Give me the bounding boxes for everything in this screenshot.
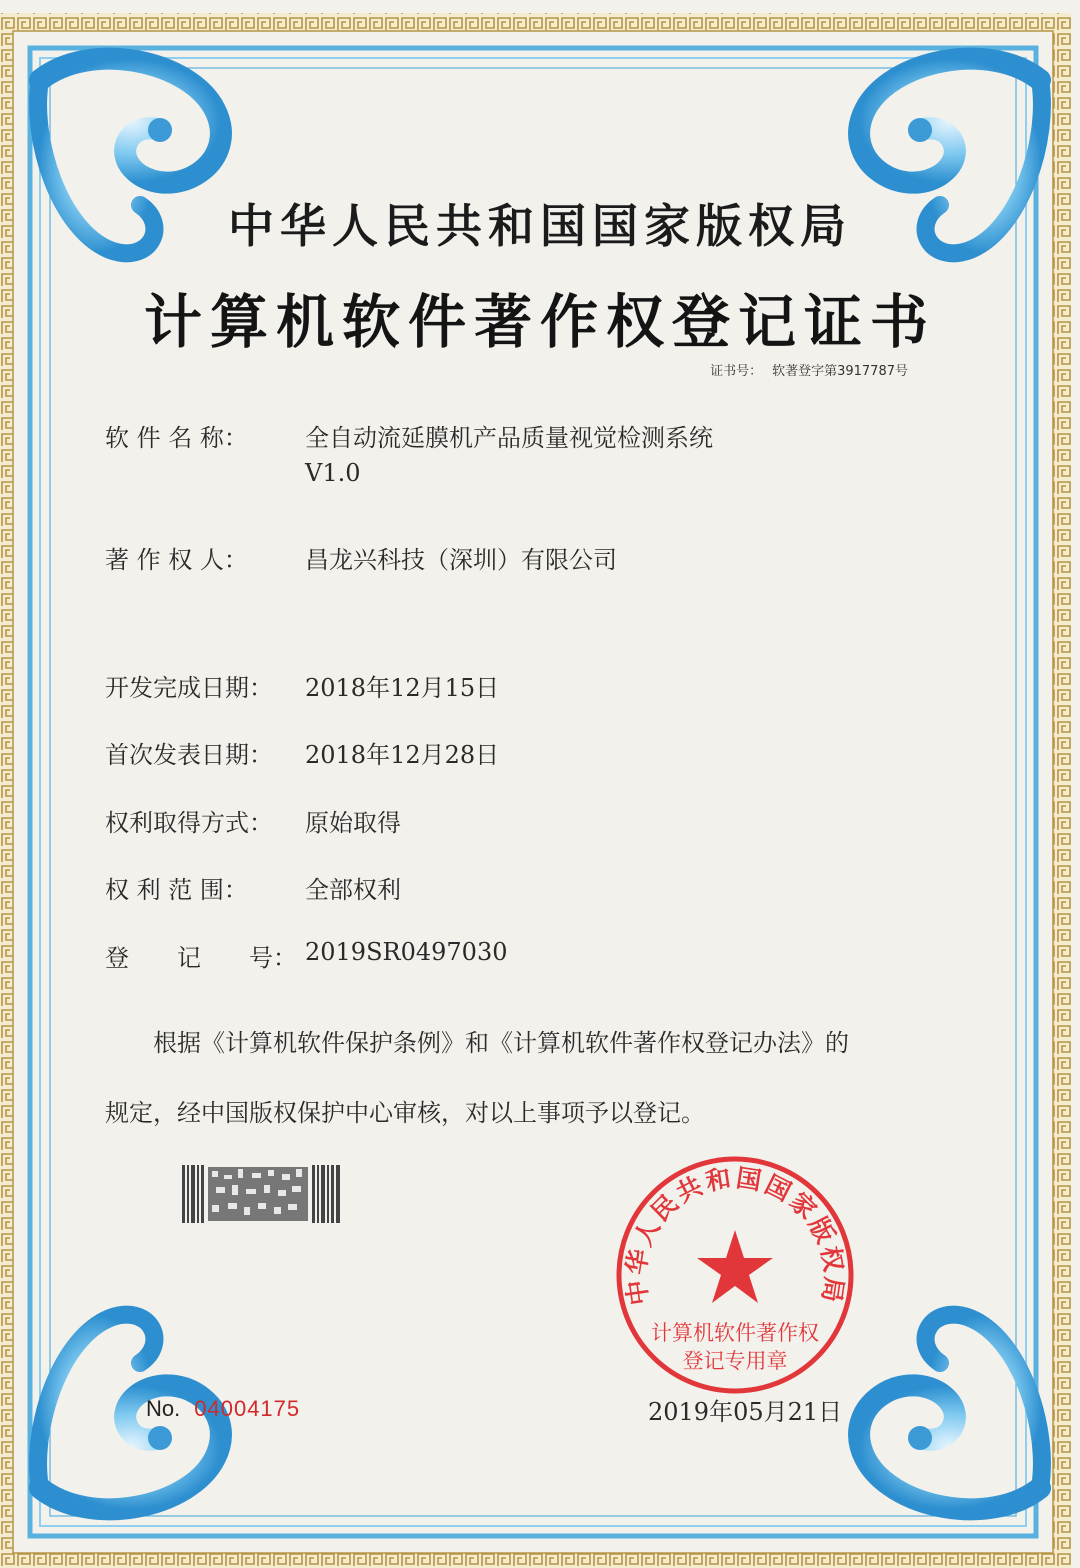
seal-outer-text: 中华人民共和国国家版权局 [621,1163,849,1308]
seal-star-icon [697,1230,773,1303]
issuing-authority-title: 中华人民共和国国家版权局 [228,199,852,253]
field-label: 开发完成日期： [105,674,273,702]
field-label: 首次发表日期： [105,741,273,769]
field-completion-date [105,668,499,703]
field-value-line2: V1.0 [305,459,361,487]
field-value: 2019SR0497030 [305,938,508,966]
certificate-number-value: 软著登字第3917787号 [772,364,908,379]
serial-number-value: 04004175 [194,1396,301,1421]
corner-ornament-bottom-right [859,1315,1042,1510]
barcode-qr-graphic [182,1165,342,1223]
field-label: 登 记 号： [105,944,297,972]
certificate-number [700,360,908,379]
field-registration-no [105,938,507,973]
field-label: 权利取得方式： [105,809,273,837]
field-scope-of-rights [105,870,401,905]
field-copyright-owner [105,540,617,575]
serial-number-label: No. [146,1396,181,1421]
certificate-number-label: 证书号： [710,364,763,379]
field-value: 原始取得 [305,809,401,837]
field-label: 权 利 范 围： [105,876,248,904]
legal-statement-line1: 根据《计算机软件保护条例》和《计算机软件著作权登记办法》的 [153,1029,849,1057]
certificate-title: 计算机软件著作权登记证书 [143,288,936,356]
legal-statement-line2: 规定，经中国版权保护中心审核，对以上事项予以登记。 [105,1099,705,1127]
field-label: 著 作 权 人： [105,546,248,574]
seal-inner-line1: 计算机软件著作权 [651,1321,819,1345]
field-label: 软 件 名 称： [105,424,248,452]
issue-date: 2019年05月21日 [648,1398,843,1426]
field-value: 昌龙兴科技（深圳）有限公司 [305,546,617,574]
serial-number [146,1396,300,1422]
official-seal [610,1150,860,1400]
field-first-publication-date [105,735,499,770]
field-value: 全部权利 [305,876,401,904]
seal-inner-line2: 登记专用章 [682,1349,788,1373]
field-value: 2018年12月28日 [305,741,500,769]
field-value: 全自动流延膜机产品质量视觉检测系统 [305,424,713,452]
field-value: 2018年12月15日 [305,674,500,702]
field-acquisition-method [105,803,401,838]
field-software-name [105,418,713,487]
legal-statement [105,1008,975,1148]
